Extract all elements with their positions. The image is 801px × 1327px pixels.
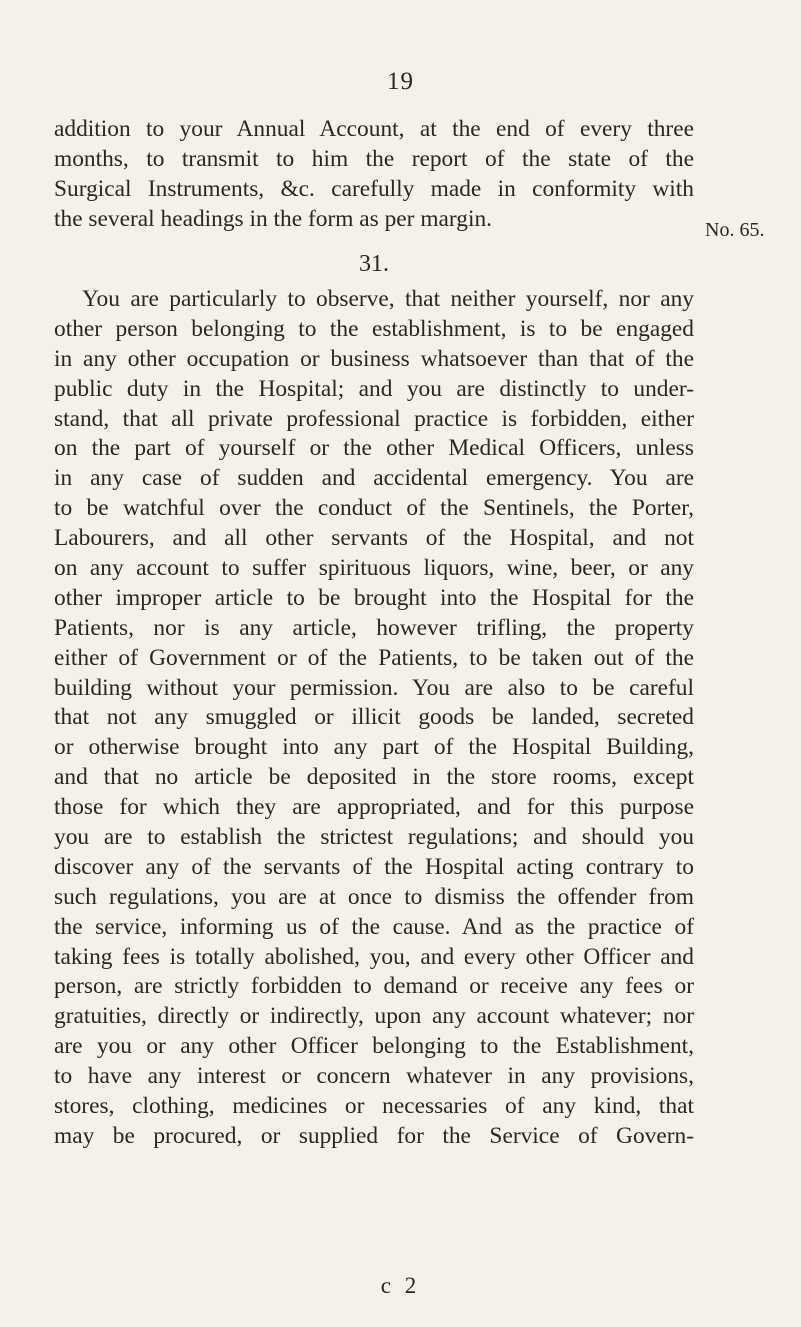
text-line: in any case of sudden and accidental emergency. You are <box>54 465 694 492</box>
text-line: such regulations, you are at once to dismiss the offender from <box>54 883 694 910</box>
text-line: other person belonging to the establishment, is to be engaged <box>54 315 694 342</box>
text-line: discover any of the servants of the Hospital acting contrary to <box>54 853 694 880</box>
text-line: to be watchful over the conduct of the Sentinels, the Porter, <box>54 495 694 522</box>
text-line: the service, informing us of the cause. And as the practice of <box>54 913 694 940</box>
paragraph-31 <box>54 285 694 1152</box>
text-line: building without your permission. You are also to be careful <box>54 674 694 701</box>
text-line: Patients, nor is any article, however trifling, the property <box>54 614 694 641</box>
text-line: taking fees is totally abolished, you, and every other Officer and <box>54 943 694 970</box>
text-line: on any account to suffer spirituous liquors, wine, beer, or any <box>54 555 694 582</box>
text-line: you are to establish the strictest regulations; and should you <box>54 824 694 851</box>
text-line: stores, clothing, medicines or necessaries of any kind, that <box>54 1093 694 1120</box>
text-line: Labourers, and all other servants of the Hospital, and not <box>54 525 694 552</box>
text-line: stand, that all private professional practice is forbidden, either <box>54 405 694 432</box>
text-line: or otherwise brought into any part of the Hospital Building, <box>54 734 694 761</box>
text-line: those for which they are appropriated, and for this purpose <box>54 794 694 821</box>
paragraph-continuation <box>54 115 694 235</box>
text-line: that not any smuggled or illicit goods be landed, secreted <box>54 704 694 731</box>
text-line: Surgical Instruments, &c. carefully made in conformity with <box>54 175 694 202</box>
page-number: 19 <box>387 68 414 95</box>
text-line: may be procured, or supplied for the Service of Govern- <box>54 1122 694 1149</box>
text-line: and that no article be deposited in the store rooms, except <box>54 764 694 791</box>
signature-mark: c 2 <box>380 1273 421 1298</box>
text-line: on the part of yourself or the other Medical Officers, unless <box>54 435 694 462</box>
text-line: addition to your Annual Account, at the end of every three <box>54 116 694 142</box>
text-line: are you or any other Officer belonging to the Establishment, <box>54 1033 694 1060</box>
text-line: to have any interest or concern whatever in any provisions, <box>54 1063 694 1090</box>
text-line: either of Government or of the Patients, to be taken out of the <box>54 644 694 671</box>
section-number: 31. <box>359 251 389 277</box>
margin-note: No. 65. <box>705 219 765 241</box>
text-line: in any other occupation or business whatsoever than that of the <box>54 345 694 372</box>
text-line: gratuities, directly or indirectly, upon any account whatever; nor <box>54 1003 694 1030</box>
text-line: months, to transmit to him the report of the state of the <box>54 145 694 172</box>
text-line: public duty in the Hospital; and you are distinctly to under- <box>54 375 694 402</box>
text-line: person, are strictly forbidden to demand or receive any fees or <box>54 973 694 1000</box>
text-line: You are particularly to observe, that neither yourself, nor any <box>82 286 694 312</box>
text-line: the several headings in the form as per margin. <box>54 205 493 232</box>
text-line: other improper article to be brought into the Hospital for the <box>54 584 694 611</box>
